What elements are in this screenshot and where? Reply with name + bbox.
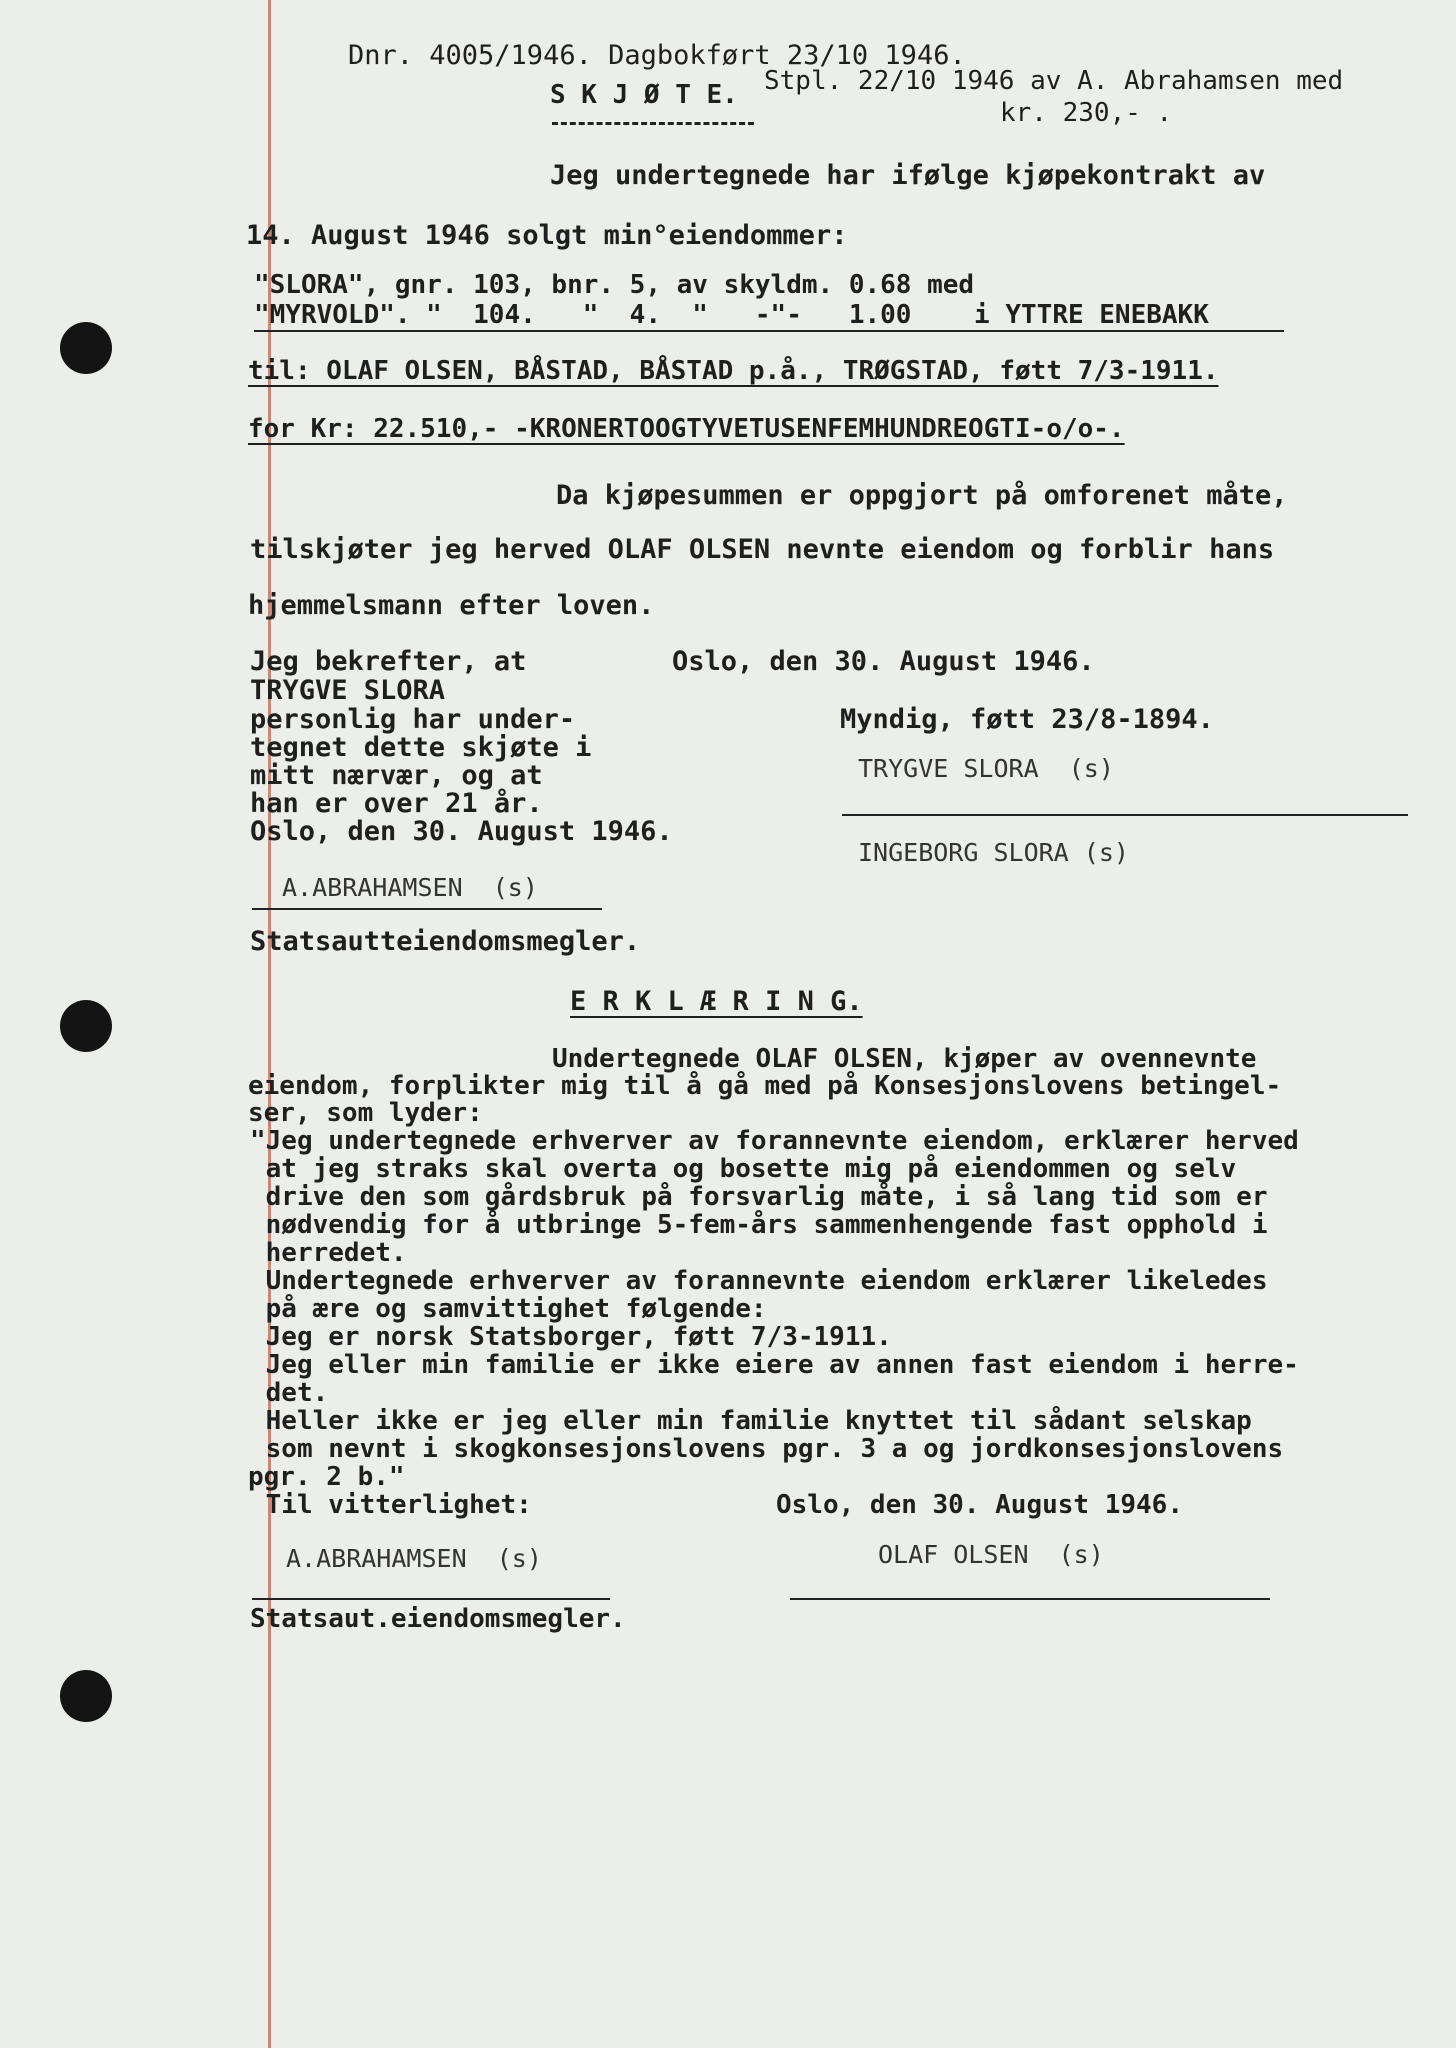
attestation-witness-signature: A.ABRAHAMSEN (s) [282, 873, 538, 902]
seller-majority: Myndig, føtt 23/8-1894. [840, 704, 1214, 735]
declaration-line: Undertegnede OLAF OLSEN, kjøper av ovennevnte [552, 1044, 1257, 1074]
declaration-heading: E R K L Æ R I N G. [570, 986, 863, 1017]
body-line-2: tilskjøter jeg herved OLAF OLSEN nevnte eiendom og forblir hans [250, 534, 1275, 565]
property-line-2: "MYRVOLD". " 104. " 4. " -"- 1.00 i YTTRE ENEBAKK [254, 300, 1209, 330]
declaration-line: det. [250, 1378, 329, 1408]
punch-hole [60, 1670, 112, 1722]
punch-hole [60, 322, 112, 374]
declaration-witness-title: Statsaut.eiendomsmegler. [250, 1604, 626, 1634]
document-title: S K J Ø T E. [550, 80, 738, 110]
attestation-line: TRYGVE SLORA [250, 675, 446, 706]
property-underline [254, 330, 1284, 332]
attestation-line: tegnet dette skjøte i [250, 732, 592, 763]
seller-signature-line [842, 814, 1408, 816]
intro-line-2: 14. August 1946 solgt min°eiendommer: [246, 220, 848, 251]
title-underline [552, 122, 754, 125]
attestation-line: personlig har under- [250, 704, 576, 735]
seller-place-date: Oslo, den 30. August 1946. [672, 646, 1095, 677]
seller-signature-2: INGEBORG SLORA (s) [858, 838, 1129, 867]
declaration-witness-signature-line [252, 1598, 610, 1600]
declaration-line: herredet. [250, 1238, 407, 1268]
declaration-buyer-signature: OLAF OLSEN (s) [878, 1540, 1104, 1569]
declaration-line: "Jeg undertegnede erhverver av forannevnte eiendom, erklærer herved [250, 1126, 1299, 1156]
declaration-line: pgr. 2 b." [248, 1462, 405, 1492]
declaration-line: drive den som gårdsbruk på forsvarlig måte, i så lang tid som er [250, 1182, 1268, 1212]
declaration-line: som nevnt i skogkonsesjonslovens pgr. 3 a og jordkonsesjonslovens [250, 1434, 1284, 1464]
declaration-line: Undertegnede erhverver av forannevnte eiendom erklærer likeledes [250, 1266, 1268, 1296]
declaration-line: at jeg straks skal overta og bosette mig på eiendommen og selv [250, 1154, 1237, 1184]
declaration-witness-label: Til vitterlighet: [250, 1490, 532, 1520]
attestation-line: Jeg bekrefter, at [250, 646, 527, 677]
declaration-place-date: Oslo, den 30. August 1946. [776, 1490, 1183, 1520]
punch-hole [60, 1000, 112, 1052]
attestation-signature-line [252, 908, 602, 910]
attestation-line: han er over 21 år. [250, 788, 543, 819]
stamp-line-1: Stpl. 22/10 1946 av A. Abrahamsen med [764, 66, 1344, 96]
declaration-line: Heller ikke er jeg eller min familie knyttet til sådant selskap [250, 1406, 1252, 1436]
buyer-line: til: OLAF OLSEN, BÅSTAD, BÅSTAD p.å., TRØGSTAD, føtt 7/3-1911. [248, 356, 1219, 386]
declaration-line: ser, som lyder: [248, 1098, 483, 1128]
stamp-line-2: kr. 230,- . [1000, 98, 1173, 128]
declaration-line: eiendom, forplikter mig til å gå med på Konsesjonslovens betingel- [248, 1071, 1282, 1101]
intro-line-1: Jeg undertegnede har ifølge kjøpekontrakt av [550, 160, 1266, 191]
price-line: for Kr: 22.510,- -KRONERTOOGTYVETUSENFEMHUNDREOGTI-o/o-. [248, 414, 1125, 444]
seller-signature-1: TRYGVE SLORA (s) [858, 754, 1114, 783]
declaration-buyer-signature-line [790, 1598, 1270, 1600]
body-line-1: Da kjøpesummen er oppgjort på omforenet måte, [556, 480, 1288, 511]
declaration-line: nødvendig for å utbringe 5-fem-års sammenhengende fast opphold i [250, 1210, 1268, 1240]
declaration-witness-signature: A.ABRAHAMSEN (s) [286, 1544, 542, 1573]
attestation-witness-title: Statsautteiendomsmegler. [250, 926, 641, 957]
body-line-3: hjemmelsmann efter loven. [248, 590, 655, 621]
declaration-line: Jeg eller min familie er ikke eiere av annen fast eiendom i herre- [250, 1350, 1299, 1380]
attestation-line: mitt nærvær, og at [250, 760, 543, 791]
property-line-1: "SLORA", gnr. 103, bnr. 5, av skyldm. 0.68 med [254, 270, 975, 300]
declaration-line: Jeg er norsk Statsborger, føtt 7/3-1911. [250, 1322, 892, 1352]
attestation-line: Oslo, den 30. August 1946. [250, 816, 673, 847]
declaration-line: på ære og samvittighet følgende: [250, 1294, 767, 1324]
registration-line: Dnr. 4005/1946. Dagbokført 23/10 1946. [348, 40, 966, 71]
